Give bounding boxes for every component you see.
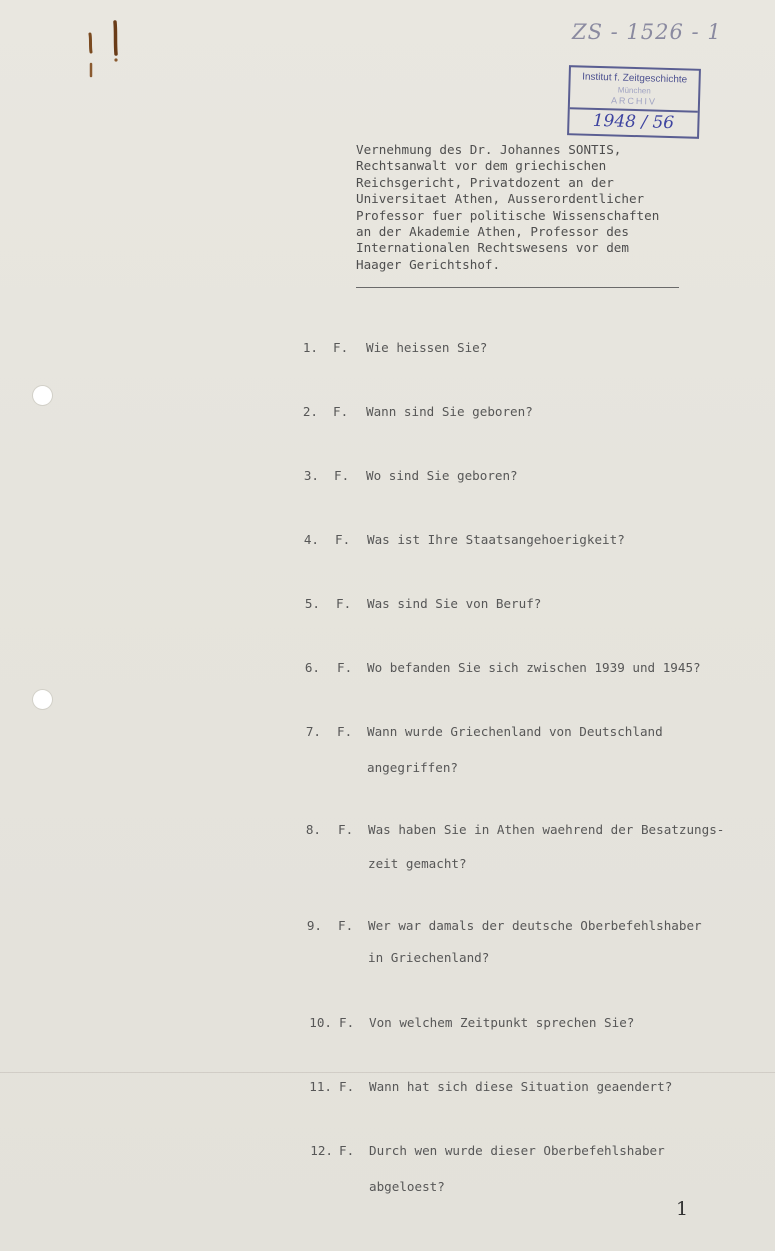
punch-hole-bottom (33, 690, 52, 709)
question-marker: F. (333, 340, 349, 355)
header-line: Haager Gerichtshof. (356, 256, 501, 272)
question-text: Was ist Ihre Staatsangehoerigkeit? (367, 532, 625, 547)
stamp-number: 1948 / 56 (592, 110, 675, 134)
question-text: Wo sind Sie geboren? (366, 468, 518, 483)
header-line: Internationalen Rechtswesens vor dem (356, 240, 629, 256)
question-text: angegriffen? (367, 760, 458, 775)
question-number: 6. (304, 660, 320, 675)
question-marker: F. (339, 1079, 355, 1094)
document-header (356, 142, 696, 273)
archive-stamp (567, 65, 701, 139)
question-text: Wann hat sich diese Situation geaendert? (369, 1079, 673, 1094)
question-text: Was haben Sie in Athen waehrend der Besatzungs- (368, 822, 725, 837)
question-marker: F. (336, 596, 352, 611)
question-marker: F. (333, 404, 349, 419)
question-text: Von welchem Zeitpunkt sprechen Sie? (369, 1015, 635, 1030)
header-line: Reichsgericht, Privatdozent an der (356, 174, 614, 190)
question-marker: F. (338, 918, 354, 933)
question-number: 3. (303, 468, 319, 483)
question-number: 11. (309, 1079, 332, 1094)
question-number: 1. (302, 340, 318, 355)
question-number: 2. (302, 404, 318, 419)
question-marker: F. (337, 660, 353, 675)
question-number: 10. (309, 1015, 332, 1030)
question-marker: F. (338, 822, 354, 837)
punch-hole-top (33, 386, 52, 405)
question-marker: F. (335, 532, 351, 547)
question-number: 4. (303, 532, 319, 547)
question-text: Wann wurde Griechenland von Deutschland (367, 724, 663, 739)
stamp-institute: Institut f. Zeitgeschichte (581, 71, 688, 86)
question-marker: F. (339, 1015, 355, 1030)
question-text: Wer war damals der deutsche Oberbefehlshaber (368, 918, 702, 933)
question-number: 7. (305, 724, 321, 739)
header-line: Universitaet Athen, Ausserordentlicher (356, 191, 645, 207)
stamp-city: München (617, 85, 651, 96)
question-text: Wo befanden Sie sich zwischen 1939 und 1945? (367, 660, 701, 675)
question-marker: F. (339, 1143, 355, 1158)
question-number: 9. (306, 918, 322, 933)
question-number: 5. (304, 596, 320, 611)
question-text: in Griechenland? (368, 950, 490, 965)
header-line: Rechtsanwalt vor dem griechischen (356, 158, 607, 174)
stamp-label: ARCHIV (610, 95, 658, 107)
question-text: abgeloest? (369, 1179, 445, 1194)
header-line: an der Akademie Athen, Professor des (356, 224, 629, 240)
question-marker: F. (337, 724, 353, 739)
question-number: 8. (305, 822, 321, 837)
question-marker: F. (334, 468, 350, 483)
archive-reference: ZS - 1526 - 1 (572, 20, 722, 44)
question-text: Durch wen wurde dieser Oberbefehlshaber (369, 1143, 665, 1158)
question-text: Wie heissen Sie? (366, 340, 488, 355)
paper-fold (0, 1072, 775, 1073)
question-text: Wann sind Sie geboren? (366, 404, 533, 419)
question-number: 12. (310, 1143, 333, 1158)
header-rule (356, 287, 679, 288)
ink-marks (82, 16, 132, 86)
page-number: 1 (676, 1198, 689, 1220)
question-text: Was sind Sie von Beruf? (367, 596, 542, 611)
question-text: zeit gemacht? (368, 856, 467, 871)
header-line: Vernehmung des Dr. Johannes SONTIS, (356, 142, 622, 157)
header-line: Professor fuer politische Wissenschaften (356, 207, 660, 223)
